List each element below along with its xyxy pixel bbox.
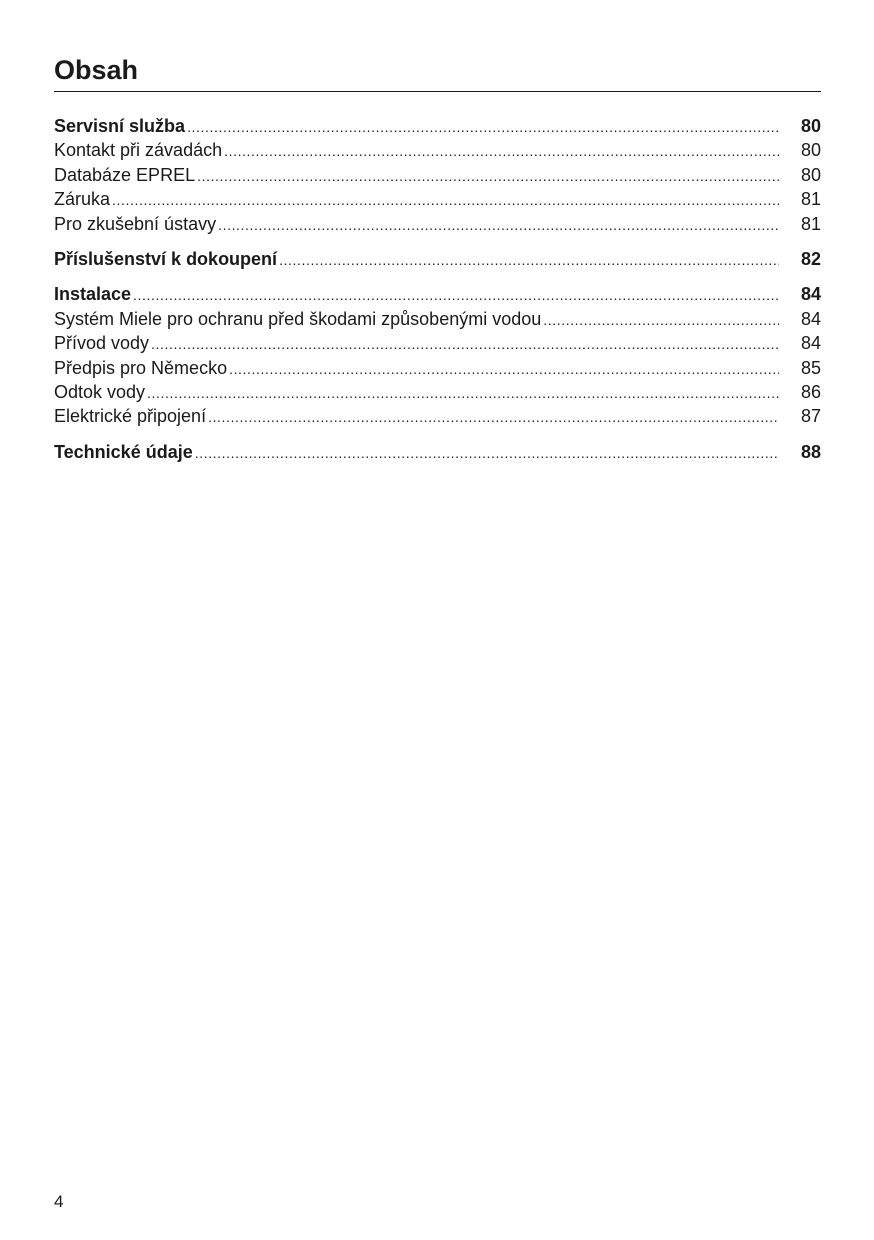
dot-leader	[218, 212, 779, 236]
toc-main-entry[interactable]	[54, 282, 821, 306]
dot-leader	[195, 440, 779, 464]
toc-entry-label: Systém Miele pro ochranu před škodami způsobenými vodou	[54, 308, 542, 329]
toc-main-entry[interactable]	[54, 114, 821, 138]
toc-entry-label: Kontakt při závadách	[54, 140, 223, 161]
page-title: Obsah	[54, 55, 139, 85]
table-of-contents	[54, 114, 821, 475]
toc-sub-entry[interactable]	[54, 138, 821, 162]
dot-leader	[229, 356, 779, 380]
toc-sub-entry[interactable]	[54, 331, 821, 355]
page-number: 4	[54, 1192, 64, 1211]
dot-leader	[208, 404, 779, 428]
toc-entry-page-number: 88	[800, 441, 821, 462]
toc-entry-label: Odtok vody	[54, 381, 146, 402]
dot-leader	[224, 138, 779, 162]
dot-leader	[279, 247, 779, 271]
toc-entry-label: Elektrické připojení	[54, 406, 207, 427]
toc-entry-page-number: 85	[800, 357, 821, 378]
toc-entry-page-number: 86	[800, 381, 821, 402]
toc-entry-label: Pro zkušební ústavy	[54, 213, 217, 234]
toc-entry-label: Příslušenství k dokoupení	[54, 248, 278, 269]
toc-entry-page-number: 87	[800, 406, 821, 427]
toc-entry-page-number: 81	[800, 213, 821, 234]
dot-leader	[151, 331, 779, 355]
dot-leader	[133, 282, 779, 306]
dot-leader	[112, 187, 779, 211]
toc-section	[54, 440, 821, 464]
toc-entry-page-number: 80	[800, 116, 821, 136]
toc-entry-label: Instalace	[54, 284, 132, 305]
dot-leader	[543, 307, 779, 331]
toc-sub-entry[interactable]	[54, 380, 821, 404]
toc-entry-label: Záruka	[54, 189, 111, 210]
toc-entry-page-number: 80	[800, 164, 821, 185]
toc-sub-entry[interactable]	[54, 404, 821, 428]
toc-main-entry[interactable]	[54, 440, 821, 464]
dot-leader	[187, 114, 779, 138]
toc-entry-page-number: 82	[800, 248, 821, 269]
toc-main-entry[interactable]	[54, 247, 821, 271]
toc-section	[54, 114, 821, 236]
toc-sub-entry[interactable]	[54, 163, 821, 187]
toc-entry-page-number: 84	[800, 284, 821, 305]
toc-sub-entry[interactable]	[54, 356, 821, 380]
toc-entry-page-number: 81	[800, 189, 821, 210]
toc-section	[54, 282, 821, 428]
toc-entry-page-number: 80	[800, 140, 821, 161]
toc-sub-entry[interactable]	[54, 212, 821, 236]
toc-entry-label: Databáze EPREL	[54, 164, 196, 185]
toc-entry-page-number: 84	[800, 333, 821, 354]
toc-entry-label: Předpis pro Německo	[54, 357, 228, 378]
title-underline	[54, 91, 821, 92]
toc-section	[54, 247, 821, 271]
toc-entry-label: Servisní služba	[54, 116, 186, 136]
toc-entry-label: Přívod vody	[54, 333, 150, 354]
toc-sub-entry[interactable]	[54, 187, 821, 211]
toc-sub-entry[interactable]	[54, 307, 821, 331]
dot-leader	[197, 163, 779, 187]
dot-leader	[147, 380, 779, 404]
toc-entry-page-number: 84	[800, 308, 821, 329]
toc-entry-label: Technické údaje	[54, 441, 193, 462]
